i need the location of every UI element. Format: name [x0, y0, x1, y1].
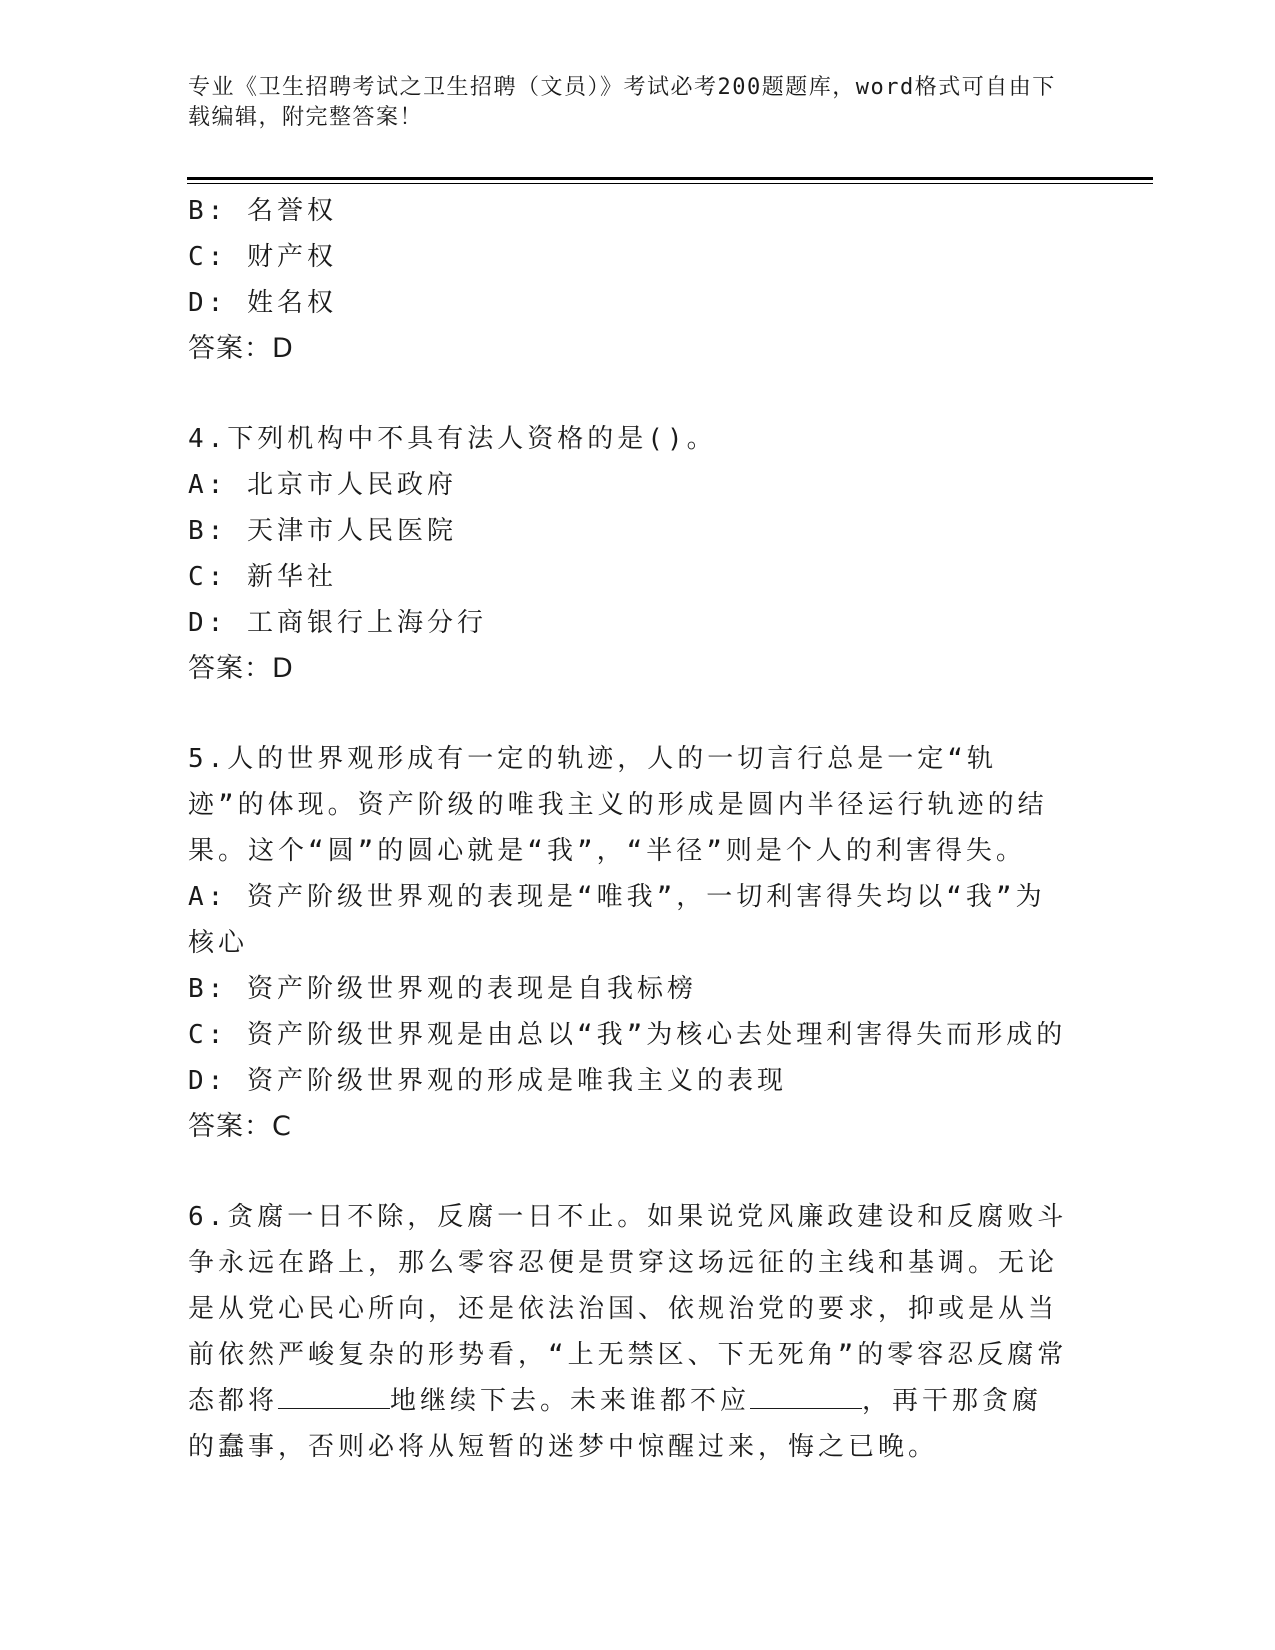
answer: 答案：C	[188, 1111, 292, 1142]
option-d: D: 资产阶级世界观的形成是唯我主义的表现	[188, 1066, 787, 1096]
header-divider-thin	[187, 183, 1153, 184]
option-d: D: 工商银行上海分行	[188, 608, 487, 638]
answer: 答案：D	[188, 653, 294, 684]
question-text-part1: 6.贪腐一日不除，反腐一日不止。如果说党风廉政建设和反腐败斗争永远在路上，那么零容忍便是贯穿这场远征的主线和基调。无论是从党心民心所向，还是依法治国、依规治党的要求，抑或是从当前依然严峻复杂的形势看，“上无禁区、下无死角”的零容忍反腐常态都将	[188, 1202, 1068, 1416]
question-text	[188, 1194, 1068, 1470]
question-block-3	[188, 188, 1088, 372]
question-text: 4.下列机构中不具有法人资格的是()。	[188, 424, 717, 454]
fill-blank-1	[278, 1378, 390, 1409]
option-b: B: 名誉权	[188, 196, 337, 226]
option-c: C: 新华社	[188, 562, 337, 592]
question-content	[188, 188, 1088, 1470]
option-a: A: 北京市人民政府	[188, 470, 457, 500]
question-block-5	[188, 736, 1088, 1150]
question-text: 5.人的世界观形成有一定的轨迹，人的一切言行总是一定“轨迹”的体现。资产阶级的唯我主义的形成是圆内半径运行轨迹的结果。这个“圆”的圆心就是“我”，“半径”则是个人的利害得失。	[188, 744, 1048, 866]
answer: 答案：D	[188, 333, 294, 364]
fill-blank-2	[750, 1378, 862, 1409]
question-text-part3: ，再干那贪腐的蠢事，否则必将从短暂的迷梦中惊醒过来，悔之已晚。	[188, 1386, 1043, 1462]
question-block-6	[188, 1194, 1088, 1470]
option-b: B: 天津市人民医院	[188, 516, 457, 546]
header-divider-thick	[187, 177, 1153, 180]
question-text-part2: 地继续下去。未来谁都不应	[390, 1386, 751, 1416]
option-d: D: 姓名权	[188, 288, 337, 318]
option-a: A: 资产阶级世界观的表现是“唯我”，一切利害得失均以“我”为核心	[188, 882, 1046, 958]
option-c: C: 资产阶级世界观是由总以“我”为核心去处理利害得失而形成的	[188, 1020, 1067, 1050]
document-header: 专业《卫生招聘考试之卫生招聘（文员）》考试必考200题题库，word格式可自由下载编辑，附完整答案！	[188, 75, 1056, 130]
option-c: C: 财产权	[188, 242, 337, 272]
question-block-4	[188, 416, 1088, 692]
option-b: B: 资产阶级世界观的表现是自我标榜	[188, 974, 697, 1004]
